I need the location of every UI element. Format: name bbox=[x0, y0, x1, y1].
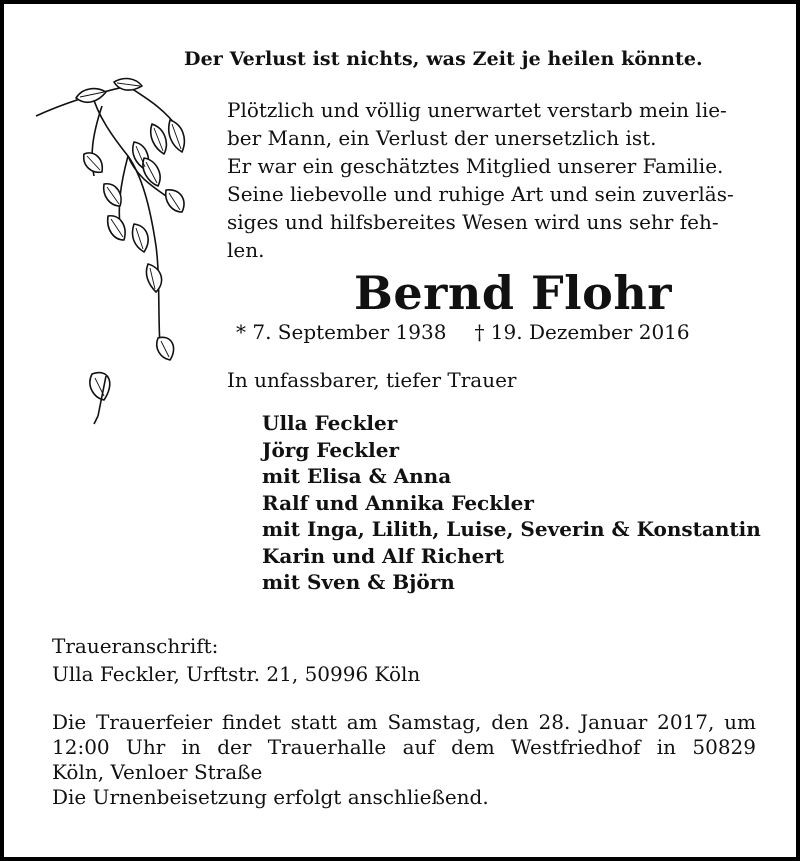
mourner-line: Ulla Feckler bbox=[262, 411, 398, 435]
intro-line: ber Mann, ein Verlust der unersetzlich ist. bbox=[227, 126, 657, 150]
intro-line: Plötzlich und völlig unerwartet verstarb mein lie- bbox=[227, 98, 727, 122]
death-date: † 19. Dezember 2016 bbox=[474, 320, 690, 344]
birth-date: * 7. September 1938 bbox=[236, 320, 447, 344]
intro-line: len. bbox=[227, 238, 265, 262]
deceased-name: Bernd Flohr bbox=[354, 266, 672, 320]
address-value: Ulla Feckler, Urftstr. 21, 50996 Köln bbox=[52, 662, 421, 686]
mourner-line: Ralf und Annika Feckler bbox=[262, 490, 534, 515]
mourner-line: mit Inga, Lilith, Luise, Severin & Konstantin bbox=[262, 517, 761, 541]
intro-paragraph bbox=[227, 96, 759, 264]
mourner-line: mit Elisa & Anna bbox=[262, 464, 452, 488]
mourners-list bbox=[262, 410, 761, 596]
intro-line: Seine liebevolle und ruhige Art und sein zuverläs- bbox=[227, 182, 734, 206]
address-label: Traueranschrift: bbox=[52, 634, 219, 658]
service-line: Die Trauerfeier findet statt am Samstag, den 28. Januar 2017, um bbox=[52, 710, 756, 734]
service-details bbox=[52, 710, 756, 810]
intro-line: siges und hilfsbereites Wesen wird uns sehr feh- bbox=[227, 210, 719, 234]
service-line: Die Urnenbeisetzung erfolgt anschließend. bbox=[52, 785, 489, 809]
birch-branch-icon bbox=[32, 76, 202, 436]
intro-line: Er war ein geschätztes Mitglied unserer Familie. bbox=[227, 154, 724, 178]
motto-heading: Der Verlust ist nichts, was Zeit je heilen könnte. bbox=[184, 48, 703, 70]
mourner-line: Karin und Alf Richert bbox=[262, 543, 505, 568]
mourner-line: mit Sven & Björn bbox=[262, 570, 455, 594]
mourner-line: Jörg Feckler bbox=[262, 437, 400, 462]
mourning-address bbox=[52, 632, 420, 688]
life-dates bbox=[236, 320, 690, 344]
mourning-line: In unfassbarer, tiefer Trauer bbox=[227, 368, 517, 392]
service-line: Köln, Venloer Straße bbox=[52, 760, 263, 784]
service-line: 12:00 Uhr in der Trauerhalle auf dem Westfriedhof in 50829 bbox=[52, 735, 756, 759]
